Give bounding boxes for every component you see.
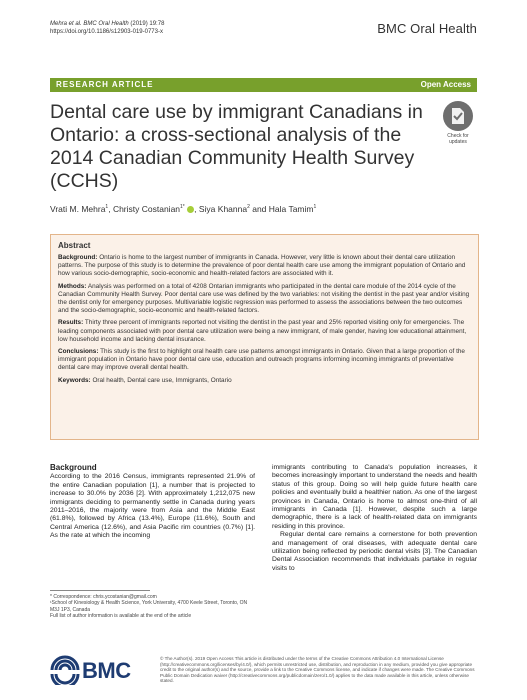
- author-list: Vrati M. Mehra$^1$, Christy Costanian$^{1*}$ , Siya Khanna$^2$ and Hala Tamim$^1$: [50, 204, 317, 214]
- author-name[interactable]: Hala Tamim: [268, 204, 314, 214]
- check-for-updates-label: Check for updates: [447, 133, 469, 145]
- abstract-heading: Abstract: [58, 241, 91, 250]
- body-column-left: [50, 464, 255, 541]
- correspondence-note[interactable]: * Correspondence: chris.ycostanian@gmail.com: [50, 594, 157, 600]
- author-affiliation: 1: [105, 204, 109, 211]
- affiliation-note: ¹School of Kinesiology & Health Science, York University, 4700 Keele Street, Toronto, ON M3J 1P3, Canada: [50, 600, 248, 613]
- author-affiliation: 1*: [180, 204, 185, 211]
- bmc-logo-icon: [50, 655, 80, 685]
- check-for-updates-badge[interactable]: [438, 101, 478, 145]
- abstract-background: [58, 254, 471, 279]
- section-text: Analysis was performed on a total of 4208 Ontarian immigrants who participated in the dental care module of the 2014 cycle of the Canadian Community Health Survey. Poor dental care use was defined by the two variables: not visiting the dentist in the past year and/or visiting the dentist only for emergency purposes. Multivariable logistic regression was performed to assess the associations between the two outcomes and the socio-demographic, socio-economic and health-related factors.: [58, 282, 470, 315]
- body-paragraph: immigrants contributing to Canada's population increases, it becomes increasingly important to understand the needs and health status of this group. Doing so will help guide future health care policies and eventually build a healthier nation. As one of the largest provinces in Canada, Ontario is home to almost one-third of all immigrants in Canada [1]. However, despite such a large demographic, there is a lack of health-related data on immigrants residing in this province.: [272, 464, 477, 530]
- section-label: Conclusions:: [58, 348, 99, 356]
- section-text: This study is the first to highlight oral health care use patterns amongst immigrants in Ontario. Given that a large proportion of the immigrant population in Ontario have poor dental care use, education and outreach programs informing incoming immigrants of preventative dental care may improve overall dental health.: [58, 348, 465, 372]
- bmc-logo-text: BMC: [82, 658, 131, 683]
- section-label: Keywords:: [58, 376, 91, 384]
- section-text: Ontario is home to the largest number of immigrants in Canada. However, very little is known about their dental care utilization patterns. The purpose of this study is to determine the prevalence of poor dental health care use among the immigrant population of Ontario and how various socio-demographic, socio-economic and health-related factors are associated with it.: [58, 254, 466, 278]
- open-access-label: Open Access: [420, 80, 471, 89]
- running-header: [50, 20, 164, 36]
- article-type-label: RESEARCH ARTICLE: [56, 80, 154, 89]
- author-affiliation: 1: [313, 204, 317, 211]
- section-label: Background:: [58, 254, 98, 261]
- citation: Mehra et al. BMC Oral Health: [50, 21, 129, 27]
- body-paragraph: According to the 2016 Census, immigrants represented 21.9% of the entire Canadian population [1], a number that is projected to increase to 30.0% by 2036 [2]. With approximately 1,212,075 new immigrants deciding to permanently settle in Canada during years 2011–2016, the majority were from Asia and the Middle East (61.8%), followed by Africa (13.4%), Europe (11.6%), South and Central America (12.6%), and Asia Pacific rim countries (0.7%) [1]. As the rate at which the incoming: [50, 473, 255, 540]
- footnotes: [50, 594, 255, 619]
- abstract-results: [58, 319, 471, 344]
- section-label: Results:: [58, 319, 84, 327]
- license-text: © The Author(s). 2019 Open Access This article is distributed under the terms of the Creative Commons Attribution 4.0 International License (http://creativecommons.org/licenses/by/4.0/), which permits unrestricted use, distribution, and reproduction in any medium, provided you give appropriate credit to the original author(s) and the source, provide a link to the Creative Commons license, and indicate if changes were made. The Creative Commons Public Domain Dedication waiver (http://creativecommons.org/publicdomain/zero/1.0/) applies to the data made available in this article, unless otherwise stated.: [160, 656, 475, 684]
- body-paragraph: Regular dental care remains a cornerstone for both prevention and management of oral diseases, with adequate dental care utilization being reflected by periodic dental visits [3]. The Canadian Dental Association recommends that individuals partake in regular visits to: [272, 531, 477, 572]
- section-text: Thirty three percent of immigrants reported not visiting the dentist in the past year and 25% reported visiting only for emergencies. The leading components associated with poor dental care utilization were being a new immigrant, of male gender, having low educational attainment, low household income and lacking dental insurance.: [58, 319, 467, 343]
- author-name[interactable]: Christy Costanian: [112, 204, 181, 214]
- article-title: Dental care use by immigrant Canadians in Ontario: a cross-sectional analysis of the 2014 Canadian Community Health Survey (CCHS): [50, 101, 423, 192]
- author-info-note: Full list of author information is available at the end of the article: [50, 612, 192, 619]
- check-for-updates-icon: [443, 101, 473, 131]
- orcid-icon[interactable]: [187, 206, 194, 213]
- abstract-methods: [58, 283, 471, 316]
- bmc-logo[interactable]: [50, 655, 130, 685]
- abstract-keywords: [58, 377, 471, 385]
- abstract-conclusions: [58, 348, 471, 373]
- author-name[interactable]: Vrati M. Mehra: [50, 204, 106, 214]
- section-label: Methods:: [58, 282, 87, 290]
- journal-name: BMC Oral Health: [377, 21, 477, 36]
- background-heading: Background: [50, 463, 97, 472]
- author-affiliation: 2: [247, 204, 250, 211]
- section-text: Oral health, Dental care use, Immigrants, Ontario: [90, 376, 232, 384]
- article-type-banner: [50, 78, 477, 92]
- year-volume: (2019) 19:78: [130, 21, 165, 27]
- body-column-right: [272, 464, 477, 573]
- abstract-box: [50, 234, 479, 440]
- author-name[interactable]: Siya Khanna: [198, 204, 248, 214]
- footnote-divider: [50, 590, 150, 591]
- doi-link[interactable]: https://doi.org/10.1186/s12903-019-0773-x: [50, 29, 163, 35]
